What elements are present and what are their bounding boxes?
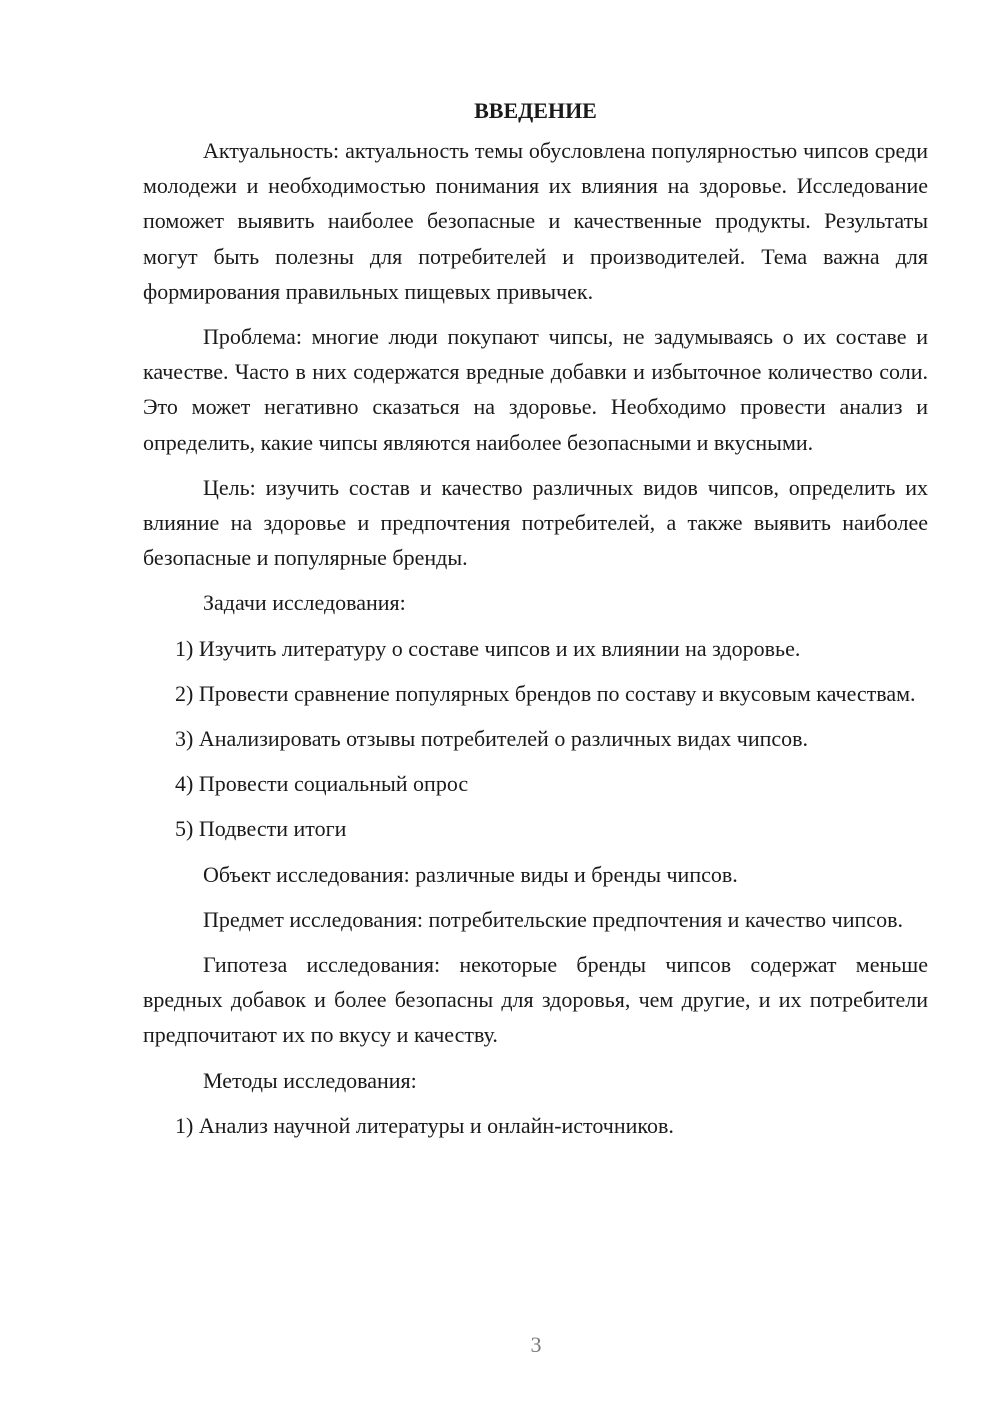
problem-paragraph: Проблема: многие люди покупают чипсы, не задумываясь о их составе и качестве. Часто в них содержатся вредные добавки и избыточное количество соли. Это может негативно сказаться на здоровье. Необходимо провести анализ и определить, какие чипсы являются наиболее безопасными и вкусными. (143, 324, 928, 455)
tasks-heading: Задачи исследования: (203, 590, 406, 616)
task-item: 2) Провести сравнение популярных брендов по составу и вкусовым качествам. (175, 680, 916, 706)
task-item: 5) Подвести итоги (175, 816, 347, 842)
page-number: 3 (530, 1332, 542, 1357)
task-item: 4) Провести социальный опрос (175, 771, 469, 797)
methods-heading: Методы исследования: (203, 1067, 417, 1093)
goal-paragraph: Цель: изучить состав и качество различных видов чипсов, определить их влияние на здоровье и предпочтения потребителей, а также выявить наиболее безопасные и популярные бренды. (143, 474, 928, 571)
page-title: ВВЕДЕНИЕ (474, 98, 597, 123)
subject-paragraph: Предмет исследования: потребительские предпочтения и качество чипсов. (203, 906, 903, 932)
method-item: 1) Анализ научной литературы и онлайн-источников. (175, 1112, 674, 1138)
object-paragraph: Объект исследования: различные виды и бренды чипсов. (203, 861, 738, 887)
task-item: 3) Анализировать отзывы потребителей о различных видах чипсов. (175, 726, 809, 752)
task-item: 1) Изучить литературу о составе чипсов и их влиянии на здоровье. (175, 635, 801, 661)
relevance-paragraph: Актуальность: актуальность темы обусловлена популярностью чипсов среди молодежи и необходимостью понимания их влияния на здоровье. Исследование поможет выявить наиболее безопасные и качественные продукты. Результаты могут быть полезны для потребителей и производителей. Тема важна для формирования правильных пищевых привычек. (143, 138, 928, 304)
page-content (143, 93, 928, 1153)
hypothesis-paragraph: Гипотеза исследования: некоторые бренды чипсов содержат меньше вредных добавок и более безопасны для здоровья, чем другие, и их потребители предпочитают их по вкусу и качеству. (143, 952, 928, 1048)
